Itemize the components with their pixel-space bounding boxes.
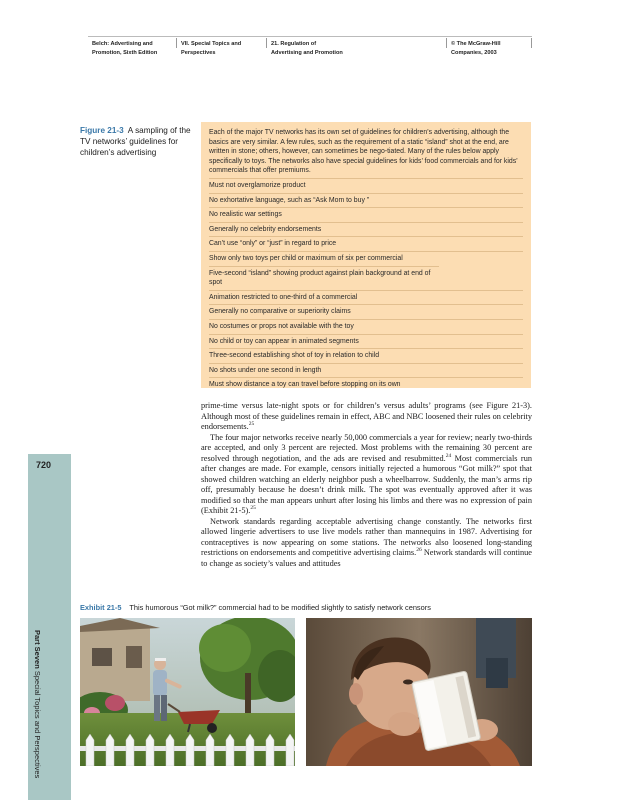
guideline-item: No realistic war settings [209, 207, 523, 222]
figure-caption-text: A sampling of the TV networks’ guidelines for children’s advertising [80, 126, 191, 157]
guideline-item: No exhortative language, such as “Ask Mom to buy ” [209, 193, 523, 208]
footnote-ref: 24 [445, 452, 452, 459]
header-copyright: © The McGraw-Hill Companies, 2003 [451, 41, 501, 56]
guideline-item: No shots under one second in length [209, 363, 523, 378]
photo-man-wheelbarrow-image [80, 618, 295, 766]
photo-boy-drinking-milk [306, 618, 532, 766]
header-part: VII. Special Topics and Perspectives [181, 41, 242, 56]
exhibit-caption-text: This humorous “Got milk?” commercial had to be modified slightly to satisfy network censors [129, 603, 431, 612]
page-number: 720 [36, 460, 52, 470]
figure-number: Figure 21-3 [80, 126, 124, 135]
guidelines-intro: Each of the major TV networks has its own set of guidelines for children’s advertising, although the basics are very similar. A few rules, such as the requirement of a static “island” shot at the end, are written in stone; others, however, can sometimes be nego-tiated. Many of the rules below apply specifically to toys. The networks also have special guidelines for kids’ food commercials and for kids’ commercials that offer premiums. [209, 129, 518, 175]
body-text [201, 401, 532, 569]
exhibit-caption [80, 603, 540, 612]
footnote-ref: 26 [416, 547, 422, 554]
photo-boy-drinking-milk-image [306, 618, 532, 766]
guideline-item: Must show distance a toy can travel before stopping on its own [209, 377, 523, 392]
footnote-ref: 25 [250, 505, 256, 512]
guideline-item: No costumes or props not available with the toy [209, 319, 523, 334]
header-top-rule [88, 36, 532, 37]
header-divider [531, 38, 532, 48]
header-divider [446, 38, 447, 48]
footnote-ref: 25 [248, 421, 255, 428]
figure-caption [80, 125, 198, 158]
guideline-item: Must not overglamorize product [209, 178, 523, 193]
paragraph: The four major networks receive nearly 50,000 commercials a year for review; nearly two-thirds are accepted, and only 3 percent are rejected. Most problems with the remaining 30 percent are resolved through negotiation, and the ads are revised and resubmitted.$^{24}$ Most commercials run after changes are made. For example, censors initially rejected a humorous “Got milk?” spot that showed children watching an elderly neighbor push a wheelbarrow. Suddenly, the man’s arms rip off, presumably because he doesn’t drink milk. The spot was eventually approved after it was modified so that the man appears unhurt after losing his limbs and there was no expression of pain (Exhibit 21-5).$^{25}$ [201, 432, 532, 515]
part-label-text: Special Topics and Perspectives [33, 670, 42, 779]
part-label-bold: Part Seven [33, 630, 42, 669]
guideline-item: Can’t use “only” or “just” in regard to price [209, 236, 523, 251]
guidelines-box [201, 122, 531, 388]
header-chapter: 21. Regulation of Advertising and Promotion [271, 41, 343, 56]
photo-man-wheelbarrow [80, 618, 295, 766]
header-divider [266, 38, 267, 48]
guideline-item: Three-second establishing shot of toy in relation to child [209, 348, 523, 363]
guideline-item: Generally no comparative or superiority claims [209, 304, 523, 319]
guideline-item: Animation restricted to one-third of a commercial [209, 290, 523, 305]
part-label [30, 630, 42, 790]
paragraph: Network standards regarding acceptable advertising change constantly. The networks first allowed lingerie advertisers to use live models rather than mannequins in 1987. Advertising for contraceptives is now appearing on some stations. The networks also loosened long-standing restrictions on endorsements and competitive advertising claims.$^{26}$ Network standards will continue to change as society’s values and attitudes [201, 516, 532, 568]
header-book-title: Belch: Advertising and Promotion, Sixth Edition [92, 41, 158, 56]
exhibit-number: Exhibit 21-5 [80, 603, 122, 612]
guideline-item: Five-second “island” showing product against plain background at end of spot [209, 266, 439, 290]
header-divider [176, 38, 177, 48]
paragraph: prime-time versus late-night spots or for children’s versus adults’ programs (see Figure 21-3). Although most of these guidelines remain in effect, ABC and NBC loosened their rules on celebrity endorsements.$^{25}$ [201, 401, 532, 431]
guideline-item: Show only two toys per child or maximum of six per commercial [209, 251, 523, 266]
guideline-item: Generally no celebrity endorsements [209, 222, 523, 237]
guideline-item: No child or toy can appear in animated segments [209, 334, 523, 349]
